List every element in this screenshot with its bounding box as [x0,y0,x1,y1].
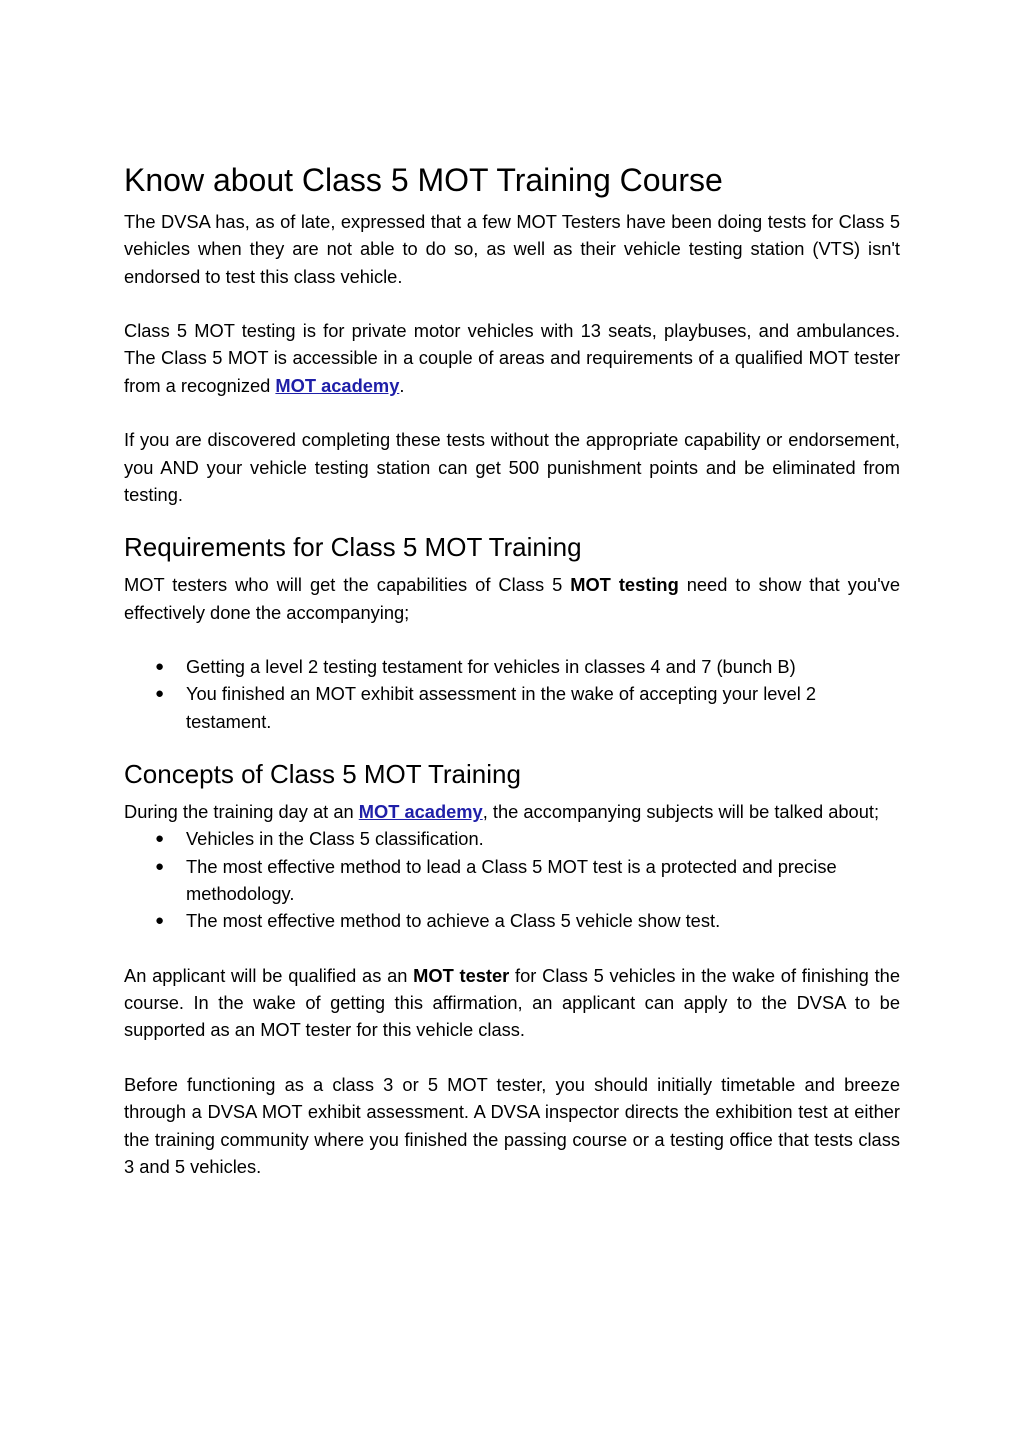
concepts-text: During the training day at an [124,801,359,823]
requirements-text: MOT testers who will get the capabilities of Class 5 [124,574,571,596]
list-item [124,653,900,680]
list-item-text: The most effective method to achieve a Class 5 vehicle show test. [186,910,721,932]
concepts-list [124,825,900,934]
qualification-paragraph [124,962,900,1044]
concepts-paragraph [124,798,900,825]
bullet-icon: ● [155,658,165,676]
page-title: Know about Class 5 MOT Training Course [124,162,723,198]
list-item-text: The most effective method to lead a Class 5 MOT test is a protected and precise methodology. [186,855,837,904]
section-heading-requirements: Requirements for Class 5 MOT Training [124,532,582,563]
bullet-icon: ● [155,830,165,848]
intro-paragraph-2-end: . [399,374,405,396]
intro-paragraph-2-text: Class 5 MOT testing is for private motor vehicles with 13 seats, playbuses, and ambulances. The Class 5 MOT is accessible in a couple of areas and requirements of a qualified MOT tester from a recognized [124,320,900,396]
qualification-text: An applicant will be qualified as an [124,964,414,986]
mot-academy-link-2[interactable]: MOT academy [358,801,483,823]
list-item [124,680,900,735]
section-heading-concepts: Concepts of Class 5 MOT Training [124,759,521,790]
mot-testing-bold: MOT testing [570,574,679,596]
list-item [124,853,900,908]
list-item [124,907,900,934]
list-item-text: You finished an MOT exhibit assessment in the wake of accepting your level 2 testament. [186,683,817,732]
qualification-text-end: for Class 5 vehicles in the wake of finishing the course. In the wake of getting this affirmation, an applicant can apply to the DVSA to be supported as an MOT tester for this vehicle class. [124,964,900,1041]
list-item-text: Getting a level 2 testing testament for vehicles in classes 4 and 7 (bunch B) [186,656,796,678]
document-page [124,150,900,1180]
concepts-text-end: , the accompanying subjects will be talked about; [482,801,880,823]
mot-academy-link[interactable]: MOT academy [275,374,400,396]
bullet-icon: ● [155,912,165,930]
requirements-text-end: need to show that you've effectively done the accompanying; [124,574,900,623]
requirements-list [124,653,900,735]
bullet-icon: ● [155,685,165,703]
mot-tester-bold: MOT tester [413,964,510,986]
intro-paragraph-3: If you are discovered completing these tests without the appropriate capability or endorsement, you AND your vehicle testing station can get 500 punishment points and be eliminated from testing. [124,429,900,505]
list-item [124,825,900,852]
intro-paragraph-1: The DVSA has, as of late, expressed that a few MOT Testers have been doing tests for Class 5 vehicles when they are not able to do so, as well as their vehicle testing station (VTS) isn't endorsed to test this class vehicle. [124,211,900,287]
requirements-paragraph [124,571,900,626]
list-item-text: Vehicles in the Class 5 classification. [186,828,484,850]
assessment-paragraph: Before functioning as a class 3 or 5 MOT tester, you should initially timetable and breeze through a DVSA MOT exhibit assessment. A DVSA inspector directs the exhibition test at either the training community where you finished the passing course or a testing office that tests class 3 and 5 vehicles. [124,1074,900,1177]
bullet-icon: ● [155,857,165,875]
intro-paragraph-2 [124,317,900,399]
